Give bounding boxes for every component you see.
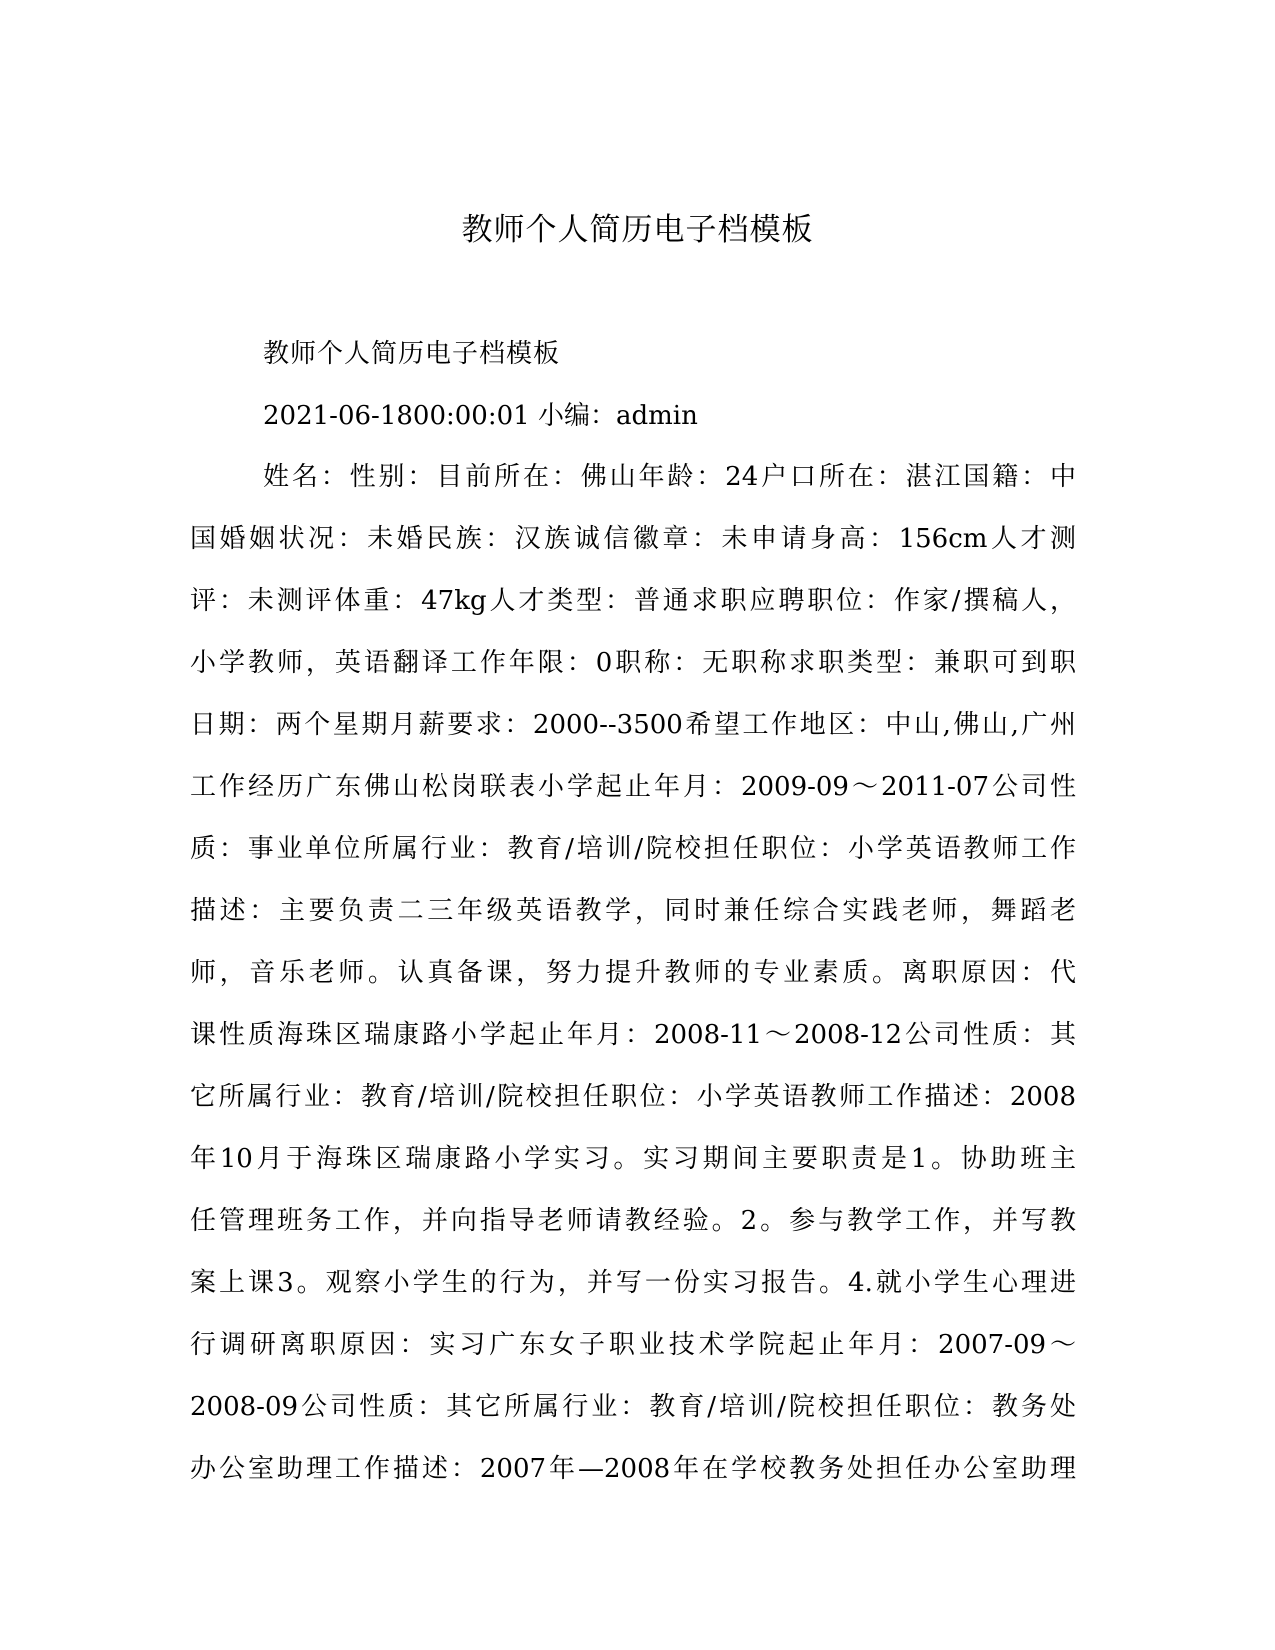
body-line-12: 年10月于海珠区瑞康路小学实习。实习期间主要职责是1。协助班主 bbox=[190, 1144, 1076, 1174]
publish-datetime: 2021-06-1800:00:01 bbox=[263, 401, 530, 431]
body-line-8: 描述：主要负责二三年级英语教学，同时兼任综合实践老师，舞蹈老 bbox=[190, 896, 1076, 926]
body-line-11: 它所属行业：教育/培训/院校担任职位：小学英语教师工作描述：2008 bbox=[190, 1082, 1076, 1112]
body-line-17: 办公室助理工作描述：2007年—2008年在学校教务处担任办公室助理 bbox=[190, 1454, 1076, 1484]
body-line-2: 国婚姻状况：未婚民族：汉族诚信徽章：未申请身高：156cm人才测 bbox=[190, 524, 1076, 554]
body-line-7: 质：事业单位所属行业：教育/培训/院校担任职位：小学英语教师工作 bbox=[190, 834, 1076, 864]
body-line-10: 课性质海珠区瑞康路小学起止年月：2008-11～2008-12公司性质：其 bbox=[190, 1020, 1076, 1050]
editor-name: admin bbox=[615, 401, 698, 431]
body-line-16: 2008-09公司性质：其它所属行业：教育/培训/院校担任职位：教务处 bbox=[190, 1392, 1076, 1422]
document-title: 教师个人简历电子档模板 bbox=[461, 212, 814, 248]
body-line-3: 评：未测评体重：47kg人才类型：普通求职应聘职位：作家/撰稿人， bbox=[190, 586, 1076, 616]
body-line-14: 案上课3。观察小学生的行为，并写一份实习报告。4.就小学生心理进 bbox=[190, 1268, 1076, 1298]
body-line-6: 工作经历广东佛山松岗联表小学起止年月：2009-09～2011-07公司性 bbox=[190, 772, 1076, 802]
resume-body bbox=[190, 457, 1076, 1511]
body-line-15: 行调研离职原因：实习广东女子职业技术学院起止年月：2007-09～ bbox=[190, 1330, 1076, 1360]
body-line-9: 师，音乐老师。认真备课，努力提升教师的专业素质。离职原因：代 bbox=[190, 958, 1076, 988]
body-line-4: 小学教师，英语翻译工作年限：0职称：无职称求职类型：兼职可到职 bbox=[190, 648, 1076, 678]
editor-label: 小编： bbox=[537, 401, 616, 431]
body-line-5: 日期：两个星期月薪要求：2000--3500希望工作地区：中山,佛山,广州 bbox=[190, 710, 1076, 740]
body-line-13: 任管理班务工作，并向指导老师请教经验。2。参与教学工作，并写教 bbox=[190, 1206, 1076, 1236]
document-subtitle: 教师个人简历电子档模板 bbox=[263, 339, 561, 369]
publish-info bbox=[263, 396, 698, 436]
body-line-1: 姓名：性别：目前所在：佛山年龄：24户口所在：湛江国籍：中 bbox=[263, 462, 1076, 492]
